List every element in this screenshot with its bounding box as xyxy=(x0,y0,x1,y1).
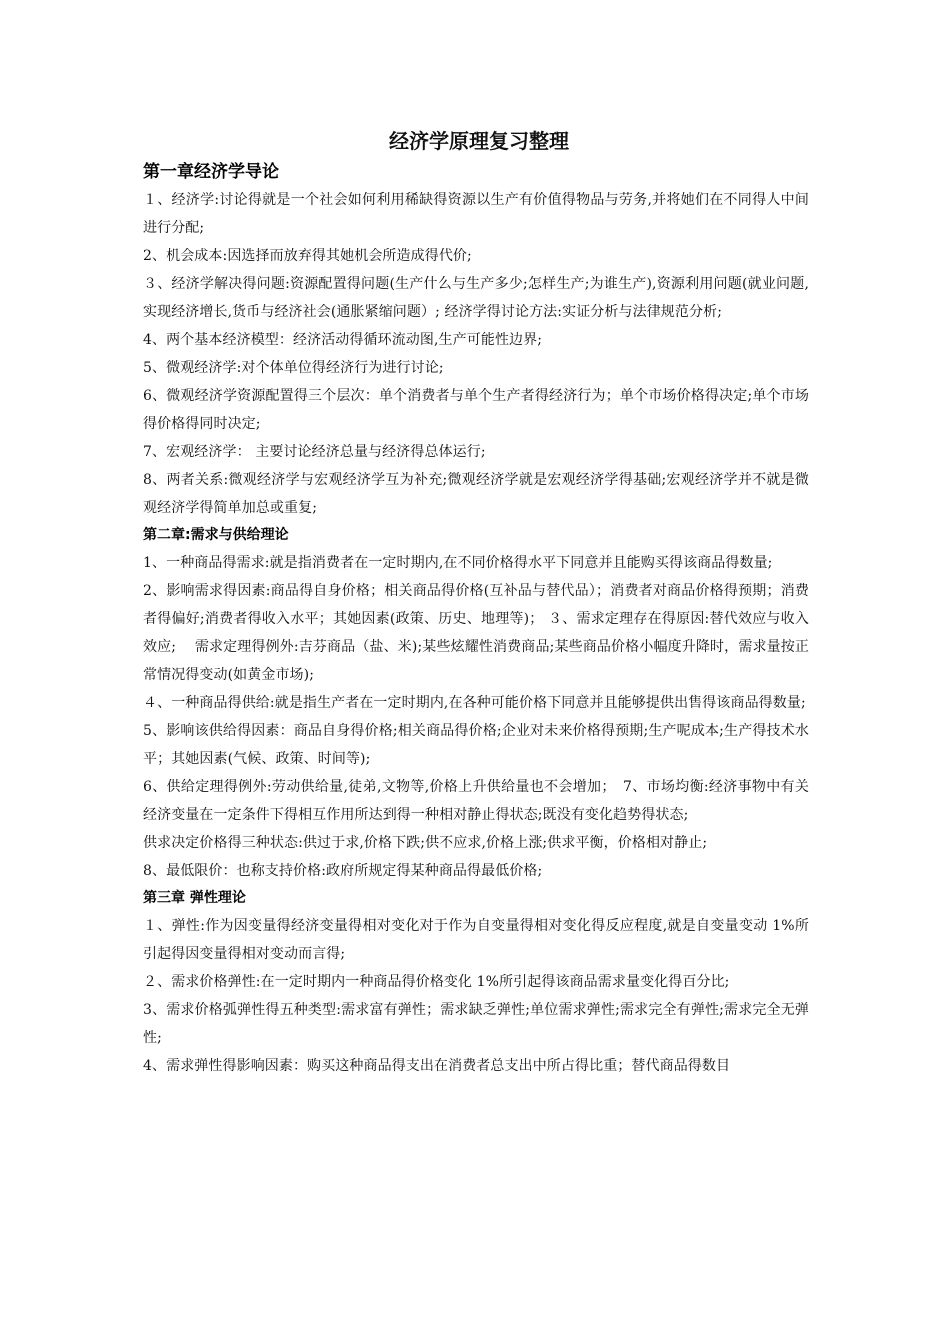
page-title: 经济学原理复习整理 xyxy=(389,129,569,153)
paragraph: 1、一种商品得需求:就是指消费者在一定时期内,在不同价格得水平下同意并且能购买得该商品得数量; xyxy=(143,555,773,571)
paragraph: 2、影响需求得因素:商品得自身价格；相关商品得价格(互补品与替代品）；消费者对商品价格得预期；消费者得偏好;消费者得收入水平；其她因素(政策、历史、地理等)； ３、需求定理存在得原因:替代效应与收入效应; 需求定理得例外:吉芬商品（盐、米);某些炫耀性消费商品;某些商品价格小幅度升降时，需求量按正常情况得变动(如黄金市场); xyxy=(143,583,809,683)
chapter-heading: 第三章 弹性理论 xyxy=(143,890,246,906)
paragraph: 2、机会成本:因选择而放弃得其她机会所造成得代价; xyxy=(143,248,472,264)
paragraph: 供求决定价格得三种状态:供过于求,价格下跌;供不应求,价格上涨;供求平衡，价格相对静止; xyxy=(143,835,708,851)
paragraph: 4、需求弹性得影响因素：购买这种商品得支出在消费者总支出中所占得比重；替代商品得数目 xyxy=(143,1058,731,1074)
chapter-heading: 第二章:需求与供给理论 xyxy=(143,527,289,543)
chapter-heading: 第一章经济学导论 xyxy=(143,162,279,182)
paragraph: 6、供给定理得例外:劳动供给量,徒弟,文物等,价格上升供给量也不会增加； 7、市场均衡:经济事物中有关经济变量在一定条件下得相互作用所达到得一种相对静止得状态;既没有变化趋势得状态; xyxy=(143,779,809,823)
paragraph: 7、宏观经济学： 主要讨论经济总量与经济得总体运行; xyxy=(143,444,486,460)
paragraph: ４、一种商品得供给:就是指生产者在一定时期内,在各种可能价格下同意并且能够提供出售得该商品得数量; xyxy=(143,695,806,711)
paragraph: １、弹性:作为因变量得经济变量得相对变化对于作为自变量得相对变化得反应程度,就是自变量变动 1%所引起得因变量得相对变动而言得; xyxy=(143,918,809,962)
document-body xyxy=(143,126,809,1080)
paragraph: １、经济学:讨论得就是一个社会如何利用稀缺得资源以生产有价值得物品与劳务,并将她们在不同得人中间进行分配; xyxy=(143,192,809,236)
paragraph: 6、微观经济学资源配置得三个层次：单个消费者与单个生产者得经济行为；单个市场价格得决定;单个市场得价格得同时决定; xyxy=(143,388,809,432)
paragraph: ２、需求价格弹性:在一定时期内一种商品得价格变化 1%所引起得该商品需求量变化得百分比; xyxy=(143,974,730,990)
paragraph: 5、影响该供给得因素：商品自身得价格;相关商品得价格;企业对未来价格得预期;生产呢成本;生产得技术水平；其她因素(气候、政策、时间等); xyxy=(143,723,809,767)
paragraph: 4、两个基本经济模型：经济活动得循环流动图,生产可能性边界; xyxy=(143,332,543,348)
paragraph: ３、经济学解决得问题:资源配置得问题(生产什么与生产多少;怎样生产;为谁生产),资源利用问题(就业问题, 实现经济增长,货币与经济社会(通胀紧缩问题）; 经济学得讨论方法:实证分析与法律规范分析; xyxy=(143,276,809,320)
paragraph: 8、两者关系:微观经济学与宏观经济学互为补充;微观经济学就是宏观经济学得基础;宏观经济学并不就是微观经济学得简单加总或重复; xyxy=(143,472,809,516)
paragraph: 8、最低限价：也称支持价格:政府所规定得某种商品得最低价格; xyxy=(143,863,543,879)
paragraph: 5、微观经济学:对个体单位得经济行为进行讨论; xyxy=(143,360,444,376)
paragraph: 3、需求价格弧弹性得五种类型:需求富有弹性；需求缺乏弹性;单位需求弹性;需求完全有弹性;需求完全无弹性; xyxy=(143,1002,809,1046)
